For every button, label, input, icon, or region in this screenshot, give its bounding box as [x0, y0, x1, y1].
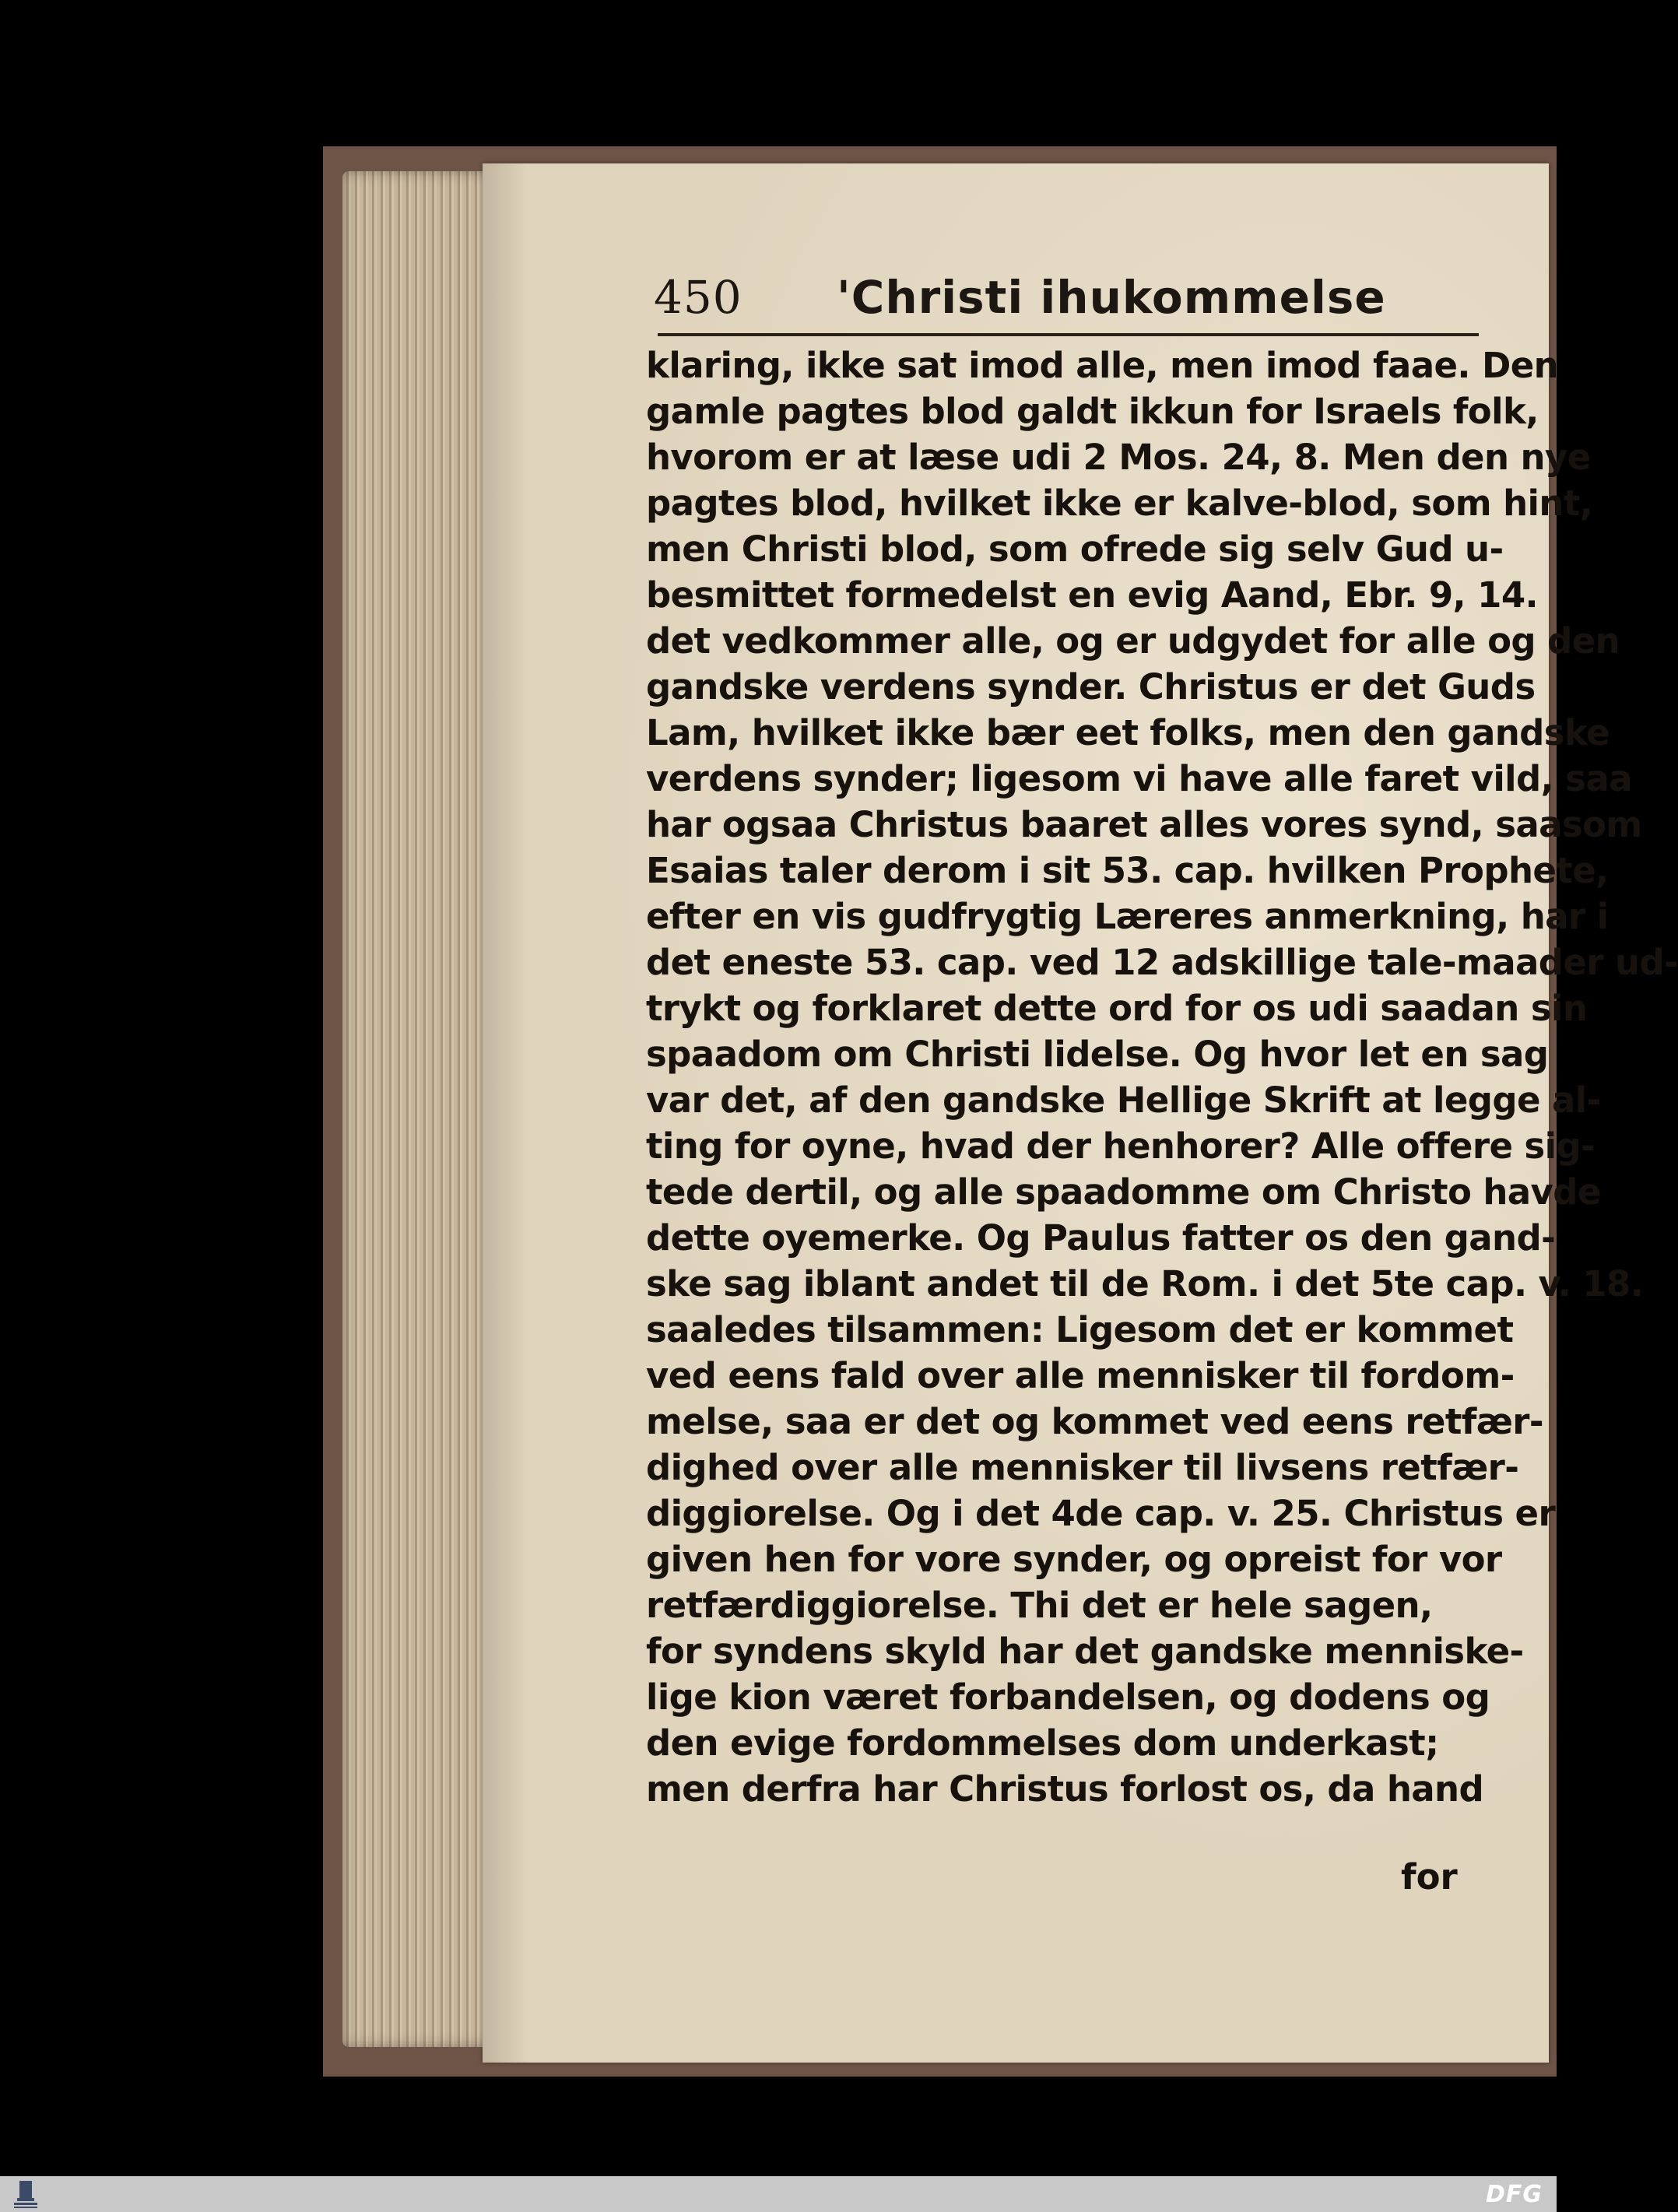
text-line: det vedkommer alle, og er udgydet for alle og den: [646, 620, 1620, 662]
text-line: ting for oyne, hvad der henhorer? Alle offere sig-: [646, 1125, 1596, 1167]
text-line: efter en vis gudfrygtig Læreres anmerkning, har i: [646, 896, 1609, 937]
dfg-logo: DFG: [1485, 2181, 1543, 2208]
text-line: trykt og forklaret dette ord for os udi saadan sin: [646, 988, 1588, 1029]
viewer-footer-bar: [0, 2176, 1557, 2212]
page-number: 450: [654, 271, 742, 324]
text-line: besmittet formedelst en evig Aand, Ebr. 9, 14.: [646, 574, 1539, 616]
text-line: Esaias taler derom i sit 53. cap. hvilken Prophete,: [646, 850, 1609, 891]
text-line: men derfra har Christus forlost os, da hand: [646, 1768, 1484, 1810]
text-line: har ogsaa Christus baaret alles vores synd, saasom: [646, 804, 1642, 845]
text-line: hvorom er at læse udi 2 Mos. 24, 8. Men den nye: [646, 437, 1591, 478]
text-line: Lam, hvilket ikke bær eet folks, men den gandske: [646, 712, 1610, 753]
text-line: var det, af den gandske Hellige Skrift at legge al-: [646, 1080, 1601, 1121]
text-line: klaring, ikke sat imod alle, men imod faae. Den: [646, 345, 1559, 386]
text-line: tede dertil, og alle spaadomme om Christo havde: [646, 1171, 1601, 1213]
text-line: saaledes tilsammen: Ligesom det er kommet: [646, 1309, 1514, 1350]
text-line: ske sag iblant andet til de Rom. i det 5te cap. v. 18.: [646, 1263, 1644, 1304]
text-line: verdens synder; ligesom vi have alle faret vild, saa: [646, 758, 1632, 799]
header-rule: [658, 333, 1479, 336]
text-line: dighed over alle mennisker til livsens retfær-: [646, 1447, 1519, 1488]
text-line: ved eens fald over alle mennisker til fordom-: [646, 1355, 1515, 1396]
text-line: melse, saa er det og kommet ved eens retfær-: [646, 1401, 1543, 1442]
catchword: for: [1401, 1856, 1458, 1898]
text-line: for syndens skyld har det gandske menniske-: [646, 1631, 1524, 1672]
text-line: det eneste 53. cap. ved 12 adskillige tale-maader ud-: [646, 942, 1678, 983]
text-line: retfærdiggiorelse. Thi det er hele sagen,: [646, 1585, 1433, 1626]
library-crest-icon: [11, 2178, 40, 2210]
body-text: [646, 342, 1678, 1812]
text-line: lige kion været forbandelsen, og dodens og: [646, 1677, 1490, 1718]
running-title: 'Christi ihukommelse: [837, 271, 1386, 324]
text-line: gandske verdens synder. Christus er det Guds: [646, 666, 1536, 707]
text-line: diggiorelse. Og i det 4de cap. v. 25. Christus er: [646, 1493, 1556, 1534]
text-line: given hen for vore synder, og opreist for vor: [646, 1539, 1502, 1580]
text-line: dette oyemerke. Og Paulus fatter os den gand-: [646, 1217, 1556, 1259]
text-line: spaadom om Christi lidelse. Og hvor let en sag: [646, 1034, 1549, 1075]
text-line: gamle pagtes blod galdt ikkun for Israels folk,: [646, 391, 1539, 432]
text-line: men Christi blod, som ofrede sig selv Gud u-: [646, 528, 1504, 570]
text-line: pagtes blod, hvilket ikke er kalve-blod, som hint,: [646, 483, 1593, 524]
page-header: [654, 271, 1479, 333]
text-line: den evige fordommelses dom underkast;: [646, 1722, 1439, 1764]
